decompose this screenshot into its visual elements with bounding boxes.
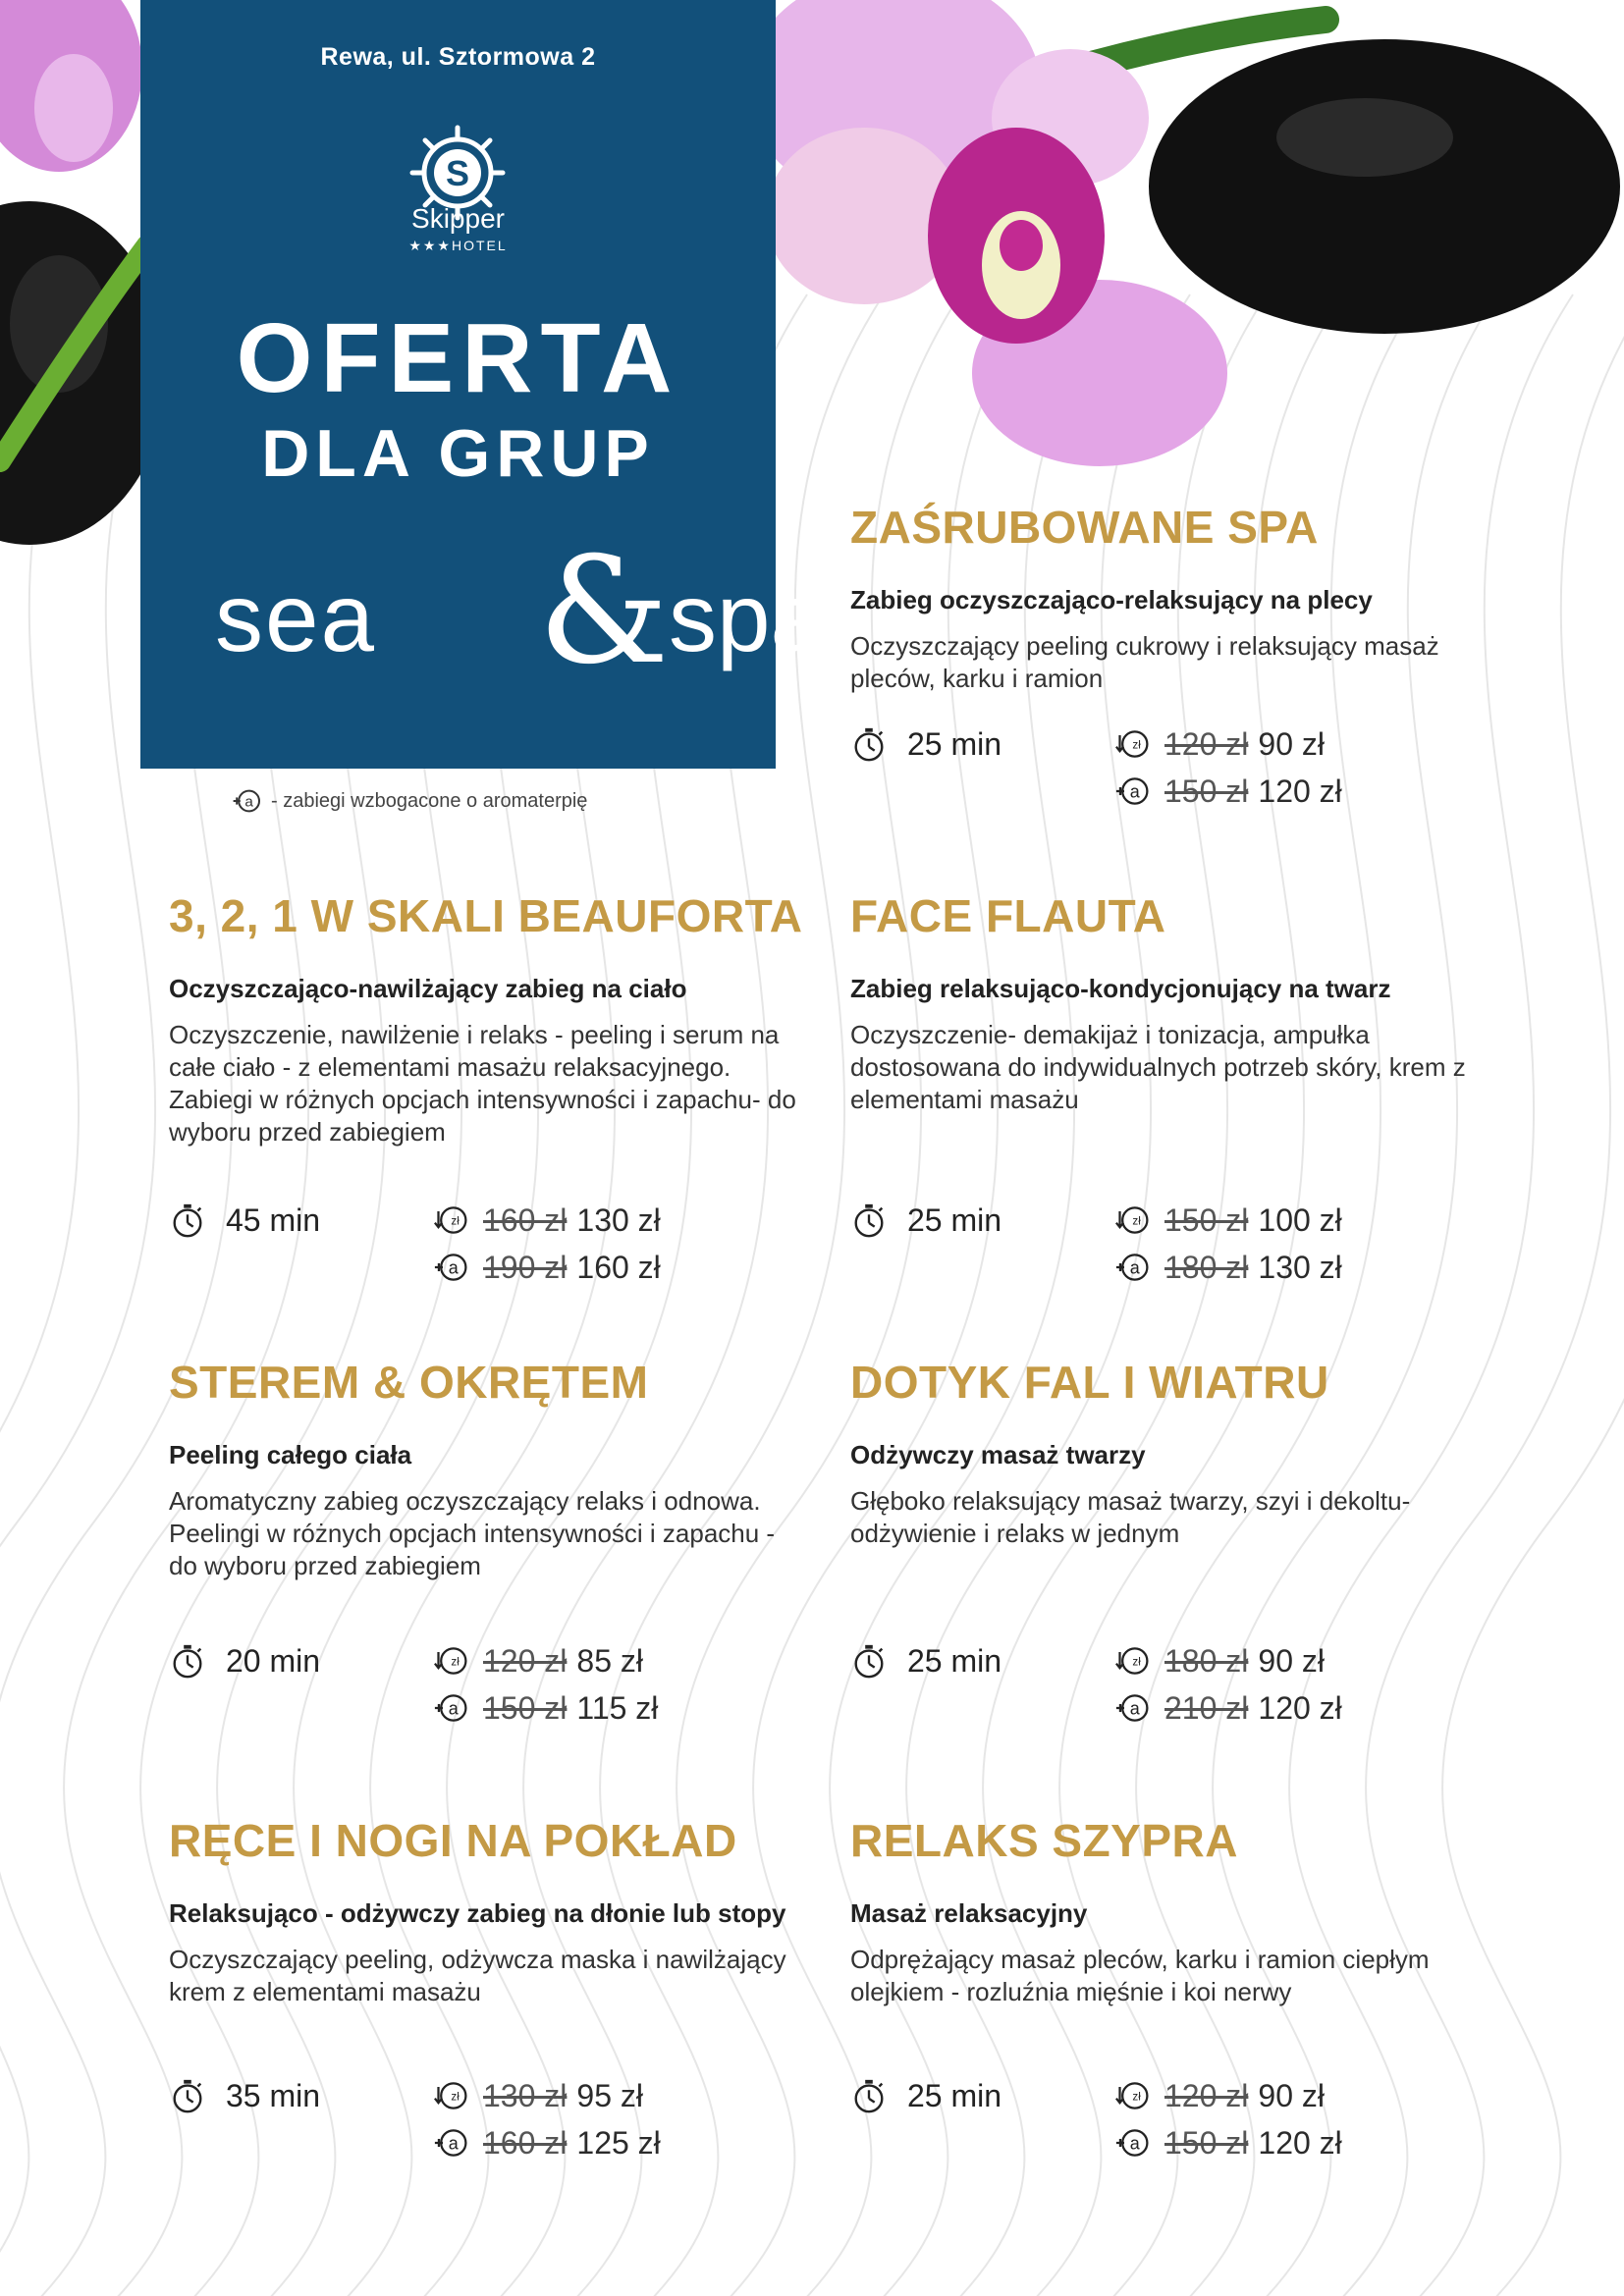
aroma-icon [434,1250,469,1285]
service-block [169,1357,797,1726]
service-subtitle: Odżywczy masaż twarzy [850,1439,1146,1469]
svg-text:zł: zł [1132,2090,1141,2104]
aroma-price-old: 150 zł [483,1689,568,1726]
service-subtitle: Zabieg relaksująco-kondycjonujący na twarz [850,973,1391,1003]
aroma-price-old: 180 zł [1164,1249,1249,1285]
service-block [169,1815,797,2161]
price-down-icon [1115,726,1151,762]
price-down-icon [1115,1202,1151,1238]
service-title: 3, 2, 1 W SKALI BEAUFORTA [169,890,803,941]
service-subtitle: Peeling całego ciała [169,1439,412,1469]
svg-text:S: S [445,153,470,193]
aroma-price-old: 160 zł [483,2124,568,2161]
service-subtitle: Relaksująco - odżywczy zabieg na dłonie lub stopy [169,1897,786,1928]
price-old: 160 zł [483,1201,568,1238]
aroma-price-row [434,1244,661,1291]
aroma-price-row [434,2119,661,2166]
svg-text:a: a [244,793,253,811]
price-old: 180 zł [1164,1642,1249,1679]
tagline-ampersand: & [538,526,670,697]
svg-text:a: a [448,1257,459,1278]
service-duration [850,2077,1001,2114]
svg-text:zł: zł [451,1214,460,1228]
duration-value: 25 min [907,725,1002,762]
stopwatch-icon [169,1642,206,1680]
aroma-price-old: 150 zł [1164,773,1249,809]
stopwatch-icon [850,1642,888,1680]
service-prices [434,1197,661,1291]
svg-text:a: a [448,2133,459,2154]
price-row [1115,721,1342,768]
svg-text:zł: zł [451,1655,460,1669]
aroma-price-new: 125 zł [576,2124,661,2161]
aroma-price-row [1115,1684,1342,1732]
service-description: Oczyszczenie- demakijaż i tonizacja, ampułka dostosowana do indywidualnych potrzeb skóry, krem z elementami masażu [850,1019,1466,1114]
service-description: Aromatyczny zabieg oczyszczający relaks i odnowa. Peelingi w różnych opcjach intensywności i zapachu - do wyboru przed zabiegiem [169,1485,776,1580]
price-row [1115,2072,1342,2119]
tagline-spa: spa [669,563,825,671]
service-duration [169,1201,320,1239]
service-title: FACE FLAUTA [850,890,1166,941]
service-title: STEREM & OKRĘTEM [169,1357,649,1408]
orchid-stones-right-decoration [776,0,1624,471]
duration-value: 45 min [226,1201,321,1238]
price-row [434,2072,661,2119]
aroma-legend [232,785,587,817]
price-old: 120 zł [1164,725,1249,762]
service-description: Oczyszczający peeling, odżywcza maska i nawilżający krem z elementami masażu [169,1944,786,2006]
stopwatch-icon [169,1201,206,1239]
service-block [850,1815,1479,2161]
price-new: 90 zł [1258,1642,1325,1679]
aroma-icon [434,2125,469,2161]
service-description: Oczyszczenie, nawilżenie i relaks - peeling i serum na całe ciało - z elementami masażu relaksacyjnego. Zabiegi w różnych opcjach intensywności i zapachu- do wyboru przed zabiegiem [169,1019,796,1147]
price-row [1115,1197,1342,1244]
svg-text:zł: zł [1132,738,1141,752]
price-old: 150 zł [1164,1201,1249,1238]
svg-text:zł: zł [1132,1214,1141,1228]
service-block [169,890,803,1285]
orchid-stones-left-decoration [0,0,147,550]
price-new: 90 zł [1258,725,1325,762]
service-prices [1115,1637,1342,1732]
service-description: Głęboko relaksujący masaż twarzy, szyi i dekoltu-odżywienie i relaks w jednym [850,1485,1411,1548]
service-block [850,502,1479,809]
price-down-icon [1115,1643,1151,1679]
price-down-icon [434,2078,469,2113]
price-down-icon [434,1202,469,1238]
hotel-brand-name: Skipper [411,203,505,234]
svg-text:a: a [1129,781,1140,802]
service-subtitle: Oczyszczająco-nawilżający zabieg na ciało [169,973,687,1003]
service-title: RĘCE I NOGI NA POKŁAD [169,1815,737,1866]
service-duration [850,1642,1001,1680]
svg-text:a: a [1129,1257,1140,1278]
price-old: 120 zł [483,1642,568,1679]
stopwatch-icon [169,2077,206,2114]
aroma-icon [1115,2125,1151,2161]
hotel-address: Rewa, ul. Sztormowa 2 [320,43,596,71]
aroma-price-new: 120 zł [1258,773,1342,809]
price-new: 95 zł [576,2077,643,2113]
offer-title-line2: DLA GRUP [261,416,655,491]
duration-value: 20 min [226,1642,321,1679]
service-prices [1115,1197,1342,1291]
svg-text:zł: zł [1132,1655,1141,1669]
price-new: 130 zł [576,1201,661,1238]
aroma-price-new: 115 zł [576,1689,659,1726]
aroma-price-row [434,1684,658,1732]
service-block [850,890,1479,1285]
aroma-icon [1115,1690,1151,1726]
duration-value: 25 min [907,1201,1002,1238]
svg-text:a: a [1129,1698,1140,1719]
aroma-price-old: 190 zł [483,1249,568,1285]
duration-value: 25 min [907,1642,1002,1679]
service-title: ZAŚRUBOWANE SPA [850,502,1319,553]
aroma-price-row [1115,768,1342,815]
aroma-price-new: 160 zł [576,1249,661,1285]
svg-text:a: a [1129,2133,1140,2154]
aroma-icon [1115,774,1151,809]
service-duration [850,1201,1001,1239]
price-old: 130 zł [483,2077,568,2113]
price-row [434,1637,658,1684]
aroma-price-new: 130 zł [1258,1249,1342,1285]
duration-value: 25 min [907,2077,1002,2113]
service-prices [1115,2072,1342,2166]
service-title: RELAKS SZYPRA [850,1815,1238,1866]
aroma-icon [434,1690,469,1726]
aroma-price-row [1115,2119,1342,2166]
aroma-icon [1115,1250,1151,1285]
price-new: 90 zł [1258,2077,1325,2113]
aroma-legend-text: - zabiegi wzbogacone o aromaterpię [271,789,588,812]
aroma-price-old: 210 zł [1164,1689,1249,1726]
duration-value: 35 min [226,2077,321,2113]
price-new: 85 zł [576,1642,643,1679]
service-duration [850,725,1001,763]
price-down-icon [1115,2078,1151,2113]
offer-title-line1: OFERTA [236,303,680,413]
svg-text:a: a [448,1698,459,1719]
aroma-price-new: 120 zł [1258,1689,1342,1726]
tagline-sea: sea [215,563,377,671]
price-new: 100 zł [1258,1201,1342,1238]
aroma-icon [232,785,263,817]
price-old: 120 zł [1164,2077,1249,2113]
aroma-price-old: 150 zł [1164,2124,1249,2161]
service-description: Odprężający masaż pleców, karku i ramion ciepłym olejkiem - rozluźnia mięśnie i koi nerwy [850,1944,1430,2006]
service-prices [434,1637,658,1732]
price-down-icon [434,1643,469,1679]
service-block [850,1357,1479,1726]
price-row [1115,1637,1342,1684]
service-description: Oczyszczający peeling cukrowy i relaksujący masaż pleców, karku i ramion [850,630,1439,693]
aroma-price-new: 120 zł [1258,2124,1342,2161]
price-row [434,1197,661,1244]
service-duration [169,1642,320,1680]
service-duration [169,2077,320,2114]
stopwatch-icon [850,1201,888,1239]
hotel-brand-sub: ★★★HOTEL [408,238,508,253]
stopwatch-icon [850,2077,888,2114]
aroma-price-row [1115,1244,1342,1291]
svg-text:zł: zł [451,2090,460,2104]
service-prices [1115,721,1342,815]
service-subtitle: Zabieg oczyszczająco-relaksujący na plecy [850,584,1373,614]
service-subtitle: Masaż relaksacyjny [850,1897,1088,1928]
service-title: DOTYK FAL I WIATRU [850,1357,1329,1408]
offer-header-panel [140,0,825,769]
service-prices [434,2072,661,2166]
stopwatch-icon [850,725,888,763]
